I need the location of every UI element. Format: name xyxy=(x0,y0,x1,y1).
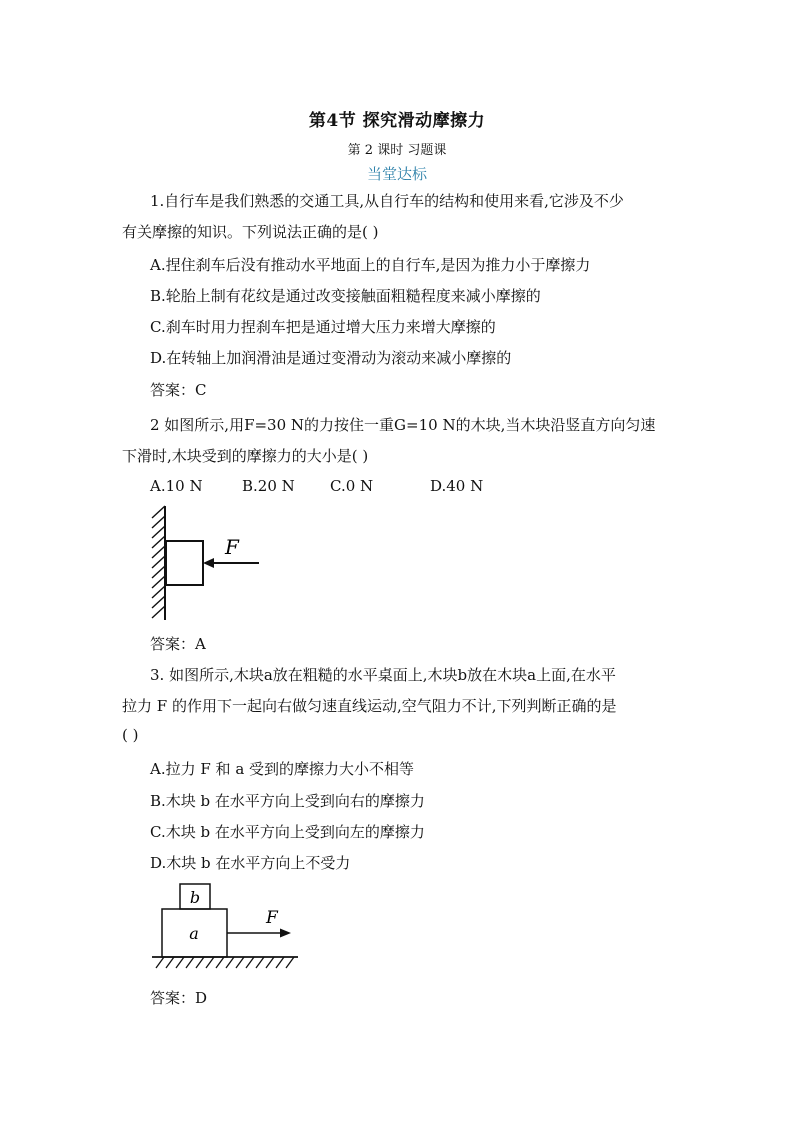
q3-option-b: B.木块 b 在水平方向上受到向右的摩擦力 xyxy=(150,792,425,810)
page-subtitle: 第 2 课时 习题课 xyxy=(347,143,447,158)
q1-option-c: C.刹车时用力捏刹车把是通过增大压力来增大摩擦的 xyxy=(150,318,496,336)
q2-option-b: B.20 N xyxy=(242,477,295,495)
section-heading: 当堂达标 xyxy=(366,165,427,183)
q3-option-d: D.木块 b 在水平方向上不受力 xyxy=(150,854,351,872)
block-a-label: a xyxy=(189,924,199,943)
page-title: 第4节 探究滑动摩擦力 xyxy=(308,111,486,131)
q2-stem-line1: 2 如图所示,用F=30 N的力按住一重G=10 N的木块,当木块沿竖直方向匀速 xyxy=(150,416,656,434)
q1-option-b: B.轮胎上制有花纹是通过改变接触面粗糙程度来减小摩擦的 xyxy=(150,287,541,305)
q2-option-d: D.40 N xyxy=(430,477,484,495)
block-b-label: b xyxy=(189,888,201,907)
pull-force-label: F xyxy=(266,908,278,928)
q3-option-c: C.木块 b 在水平方向上受到向左的摩擦力 xyxy=(150,823,425,841)
q1-answer: 答案：C xyxy=(150,381,207,399)
q1-stem-line2: 有关摩擦的知识。下列说法正确的是( ) xyxy=(122,223,379,241)
wooden-block xyxy=(166,541,203,585)
force-arrow-head xyxy=(203,558,214,568)
q2-options-row xyxy=(150,477,483,495)
q2-figure-wall-block xyxy=(148,502,268,624)
q2-option-c: C.0 N xyxy=(330,477,374,495)
q1-option-d: D.在转轴上加润滑油是通过变滑动为滚动来减小摩擦的 xyxy=(150,349,512,367)
pull-force-arrow-head xyxy=(280,929,291,938)
q3-answer: 答案：D xyxy=(150,989,208,1007)
q3-stem-line2: 拉力 F 的作用下一起向右做匀速直线运动,空气阻力不计,下列判断正确的是 xyxy=(122,697,617,715)
force-label: F xyxy=(225,535,239,559)
q3-figure-stacked-blocks xyxy=(150,880,302,972)
wall-hatching xyxy=(152,506,165,620)
q2-answer: 答案：A xyxy=(150,635,206,653)
q2-option-a: A.10 N xyxy=(150,477,203,495)
q3-stem-line3: ( ) xyxy=(122,726,139,744)
q1-stem-line1: 1.自行车是我们熟悉的交通工具,从自行车的结构和使用来看,它涉及不少 xyxy=(150,192,624,210)
q3-option-a: A.拉力 F 和 a 受到的摩擦力大小不相等 xyxy=(150,760,415,778)
q3-stem-line1: 3. 如图所示,木块a放在粗糙的水平桌面上,木块b放在木块a上面,在水平 xyxy=(150,666,616,684)
q1-option-a: A.捏住刹车后没有推动水平地面上的自行车,是因为推力小于摩擦力 xyxy=(150,256,591,274)
table-surface-hatching xyxy=(152,957,298,968)
q2-stem-line2: 下滑时,木块受到的摩擦力的大小是( ) xyxy=(122,447,369,465)
